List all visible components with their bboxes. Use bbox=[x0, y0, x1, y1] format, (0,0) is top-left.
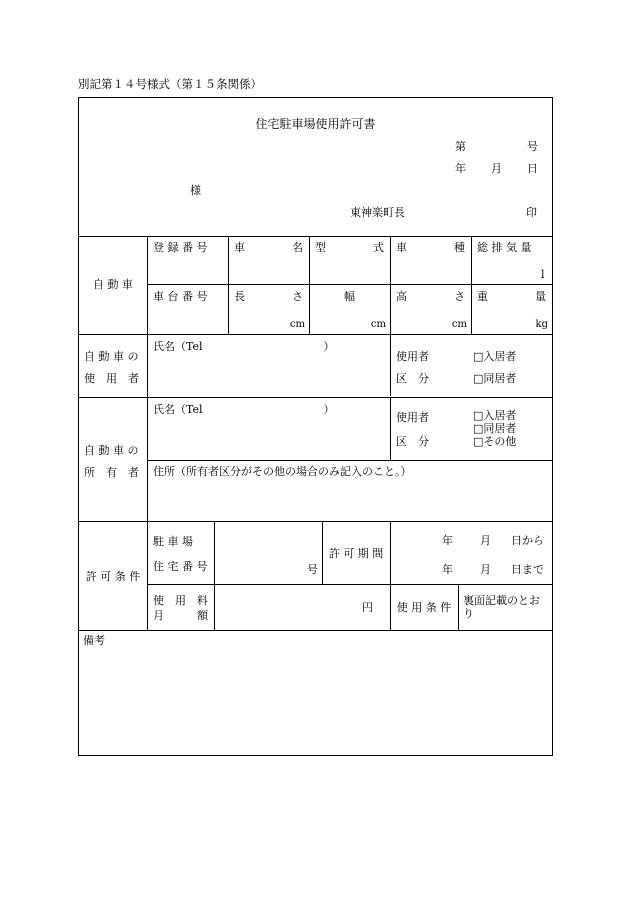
period-from-day: 日から bbox=[511, 534, 544, 547]
period-from-month: 月 bbox=[480, 534, 491, 547]
divider bbox=[79, 236, 552, 237]
fee-label-line2: 月 額 bbox=[153, 609, 208, 622]
car-name-label-right: 名 bbox=[292, 241, 303, 254]
permit-conditions-label: 許 可 条 件 bbox=[85, 570, 141, 583]
registration-number-label: 登 録 番 号 bbox=[153, 241, 208, 254]
user-cohabitant-checkbox: □同居者 bbox=[473, 372, 517, 385]
fee-yen-unit: 円 bbox=[362, 601, 373, 614]
fee-label-line1: 使 用 料 bbox=[153, 594, 208, 607]
date-year: 年 bbox=[455, 162, 466, 175]
divider bbox=[147, 584, 552, 585]
housing-number-label: 住 宅 番 号 bbox=[153, 560, 208, 573]
user-name-tel-field: 氏名（Tel ） bbox=[153, 340, 335, 353]
weight-unit: kg bbox=[535, 319, 548, 330]
remarks-label: 備考 bbox=[83, 634, 105, 647]
user-class-label-line1: 使用者 bbox=[396, 350, 429, 363]
document-title: 住宅駐車場使用許可書 bbox=[255, 117, 376, 131]
user-class-label-line2: 区 分 bbox=[396, 372, 429, 385]
permit-form bbox=[78, 97, 553, 756]
form-reference: 別記第１４号様式（第１５条関係） bbox=[78, 77, 262, 91]
weight-label-right: 量 bbox=[535, 290, 546, 303]
divider bbox=[147, 284, 552, 285]
car-name-label-left: 車 bbox=[234, 241, 245, 254]
date-day: 日 bbox=[527, 162, 538, 175]
vehicle-user-label-line2: 使 用 者 bbox=[84, 372, 139, 385]
width-unit: cm bbox=[370, 319, 386, 330]
divider bbox=[390, 334, 391, 396]
issuer-name: 東神楽町長 bbox=[350, 206, 405, 219]
divider bbox=[458, 584, 459, 630]
divider bbox=[147, 460, 552, 461]
housing-number-suffix: 号 bbox=[307, 563, 318, 576]
length-unit: cm bbox=[289, 319, 305, 330]
model-label-right: 式 bbox=[373, 241, 384, 254]
vehicle-type-label-left: 車 bbox=[396, 241, 407, 254]
height-unit: cm bbox=[451, 319, 467, 330]
divider bbox=[79, 397, 552, 398]
period-to-year: 年 bbox=[442, 563, 453, 576]
number-suffix: 号 bbox=[527, 140, 538, 153]
vehicle-section-label: 自 動 車 bbox=[93, 278, 133, 291]
divider bbox=[79, 521, 552, 522]
displacement-unit: l bbox=[541, 268, 545, 281]
divider bbox=[79, 630, 552, 631]
divider bbox=[214, 521, 215, 630]
height-label-right: さ bbox=[454, 290, 465, 303]
width-label: 幅 bbox=[344, 290, 355, 303]
owner-class-label-line1: 使用者 bbox=[396, 411, 429, 424]
period-from-year: 年 bbox=[442, 534, 453, 547]
vehicle-user-label-line1: 自 動 車 の bbox=[84, 350, 139, 363]
vehicle-owner-label-line1: 自 動 車 の bbox=[84, 444, 139, 457]
length-label-left: 長 bbox=[234, 290, 245, 303]
usage-conditions-value: 裏面記載のとお り bbox=[463, 594, 540, 620]
usage-conditions-label: 使 用 条 件 bbox=[396, 601, 452, 614]
vehicle-type-label-right: 種 bbox=[454, 241, 465, 254]
height-label-left: 高 bbox=[396, 290, 407, 303]
divider bbox=[390, 397, 391, 460]
owner-other-checkbox: □その他 bbox=[473, 435, 517, 448]
divider bbox=[79, 334, 552, 335]
period-to-day: 日まで bbox=[511, 563, 544, 576]
date-month: 月 bbox=[491, 162, 502, 175]
period-to-month: 月 bbox=[480, 563, 491, 576]
owner-resident-checkbox: □入居者 bbox=[473, 409, 517, 422]
user-resident-checkbox: □入居者 bbox=[473, 350, 517, 363]
owner-class-label-line2: 区 分 bbox=[396, 435, 429, 448]
number-prefix: 第 bbox=[455, 140, 466, 153]
owner-name-tel-field: 氏名（Tel ） bbox=[153, 403, 335, 416]
vehicle-owner-label-line2: 所 有 者 bbox=[84, 466, 139, 479]
seal-mark: 印 bbox=[526, 206, 537, 219]
parking-label: 駐 車 場 bbox=[153, 535, 193, 548]
owner-address-field: 住所（所有者区分がその他の場合のみ記入のこと。） bbox=[153, 465, 412, 478]
divider bbox=[147, 236, 148, 630]
permit-period-label: 許 可 期 間 bbox=[328, 547, 384, 560]
recipient-honorific: 様 bbox=[190, 184, 201, 197]
chassis-number-label: 車 台 番 号 bbox=[153, 290, 208, 303]
model-label-left: 型 bbox=[315, 241, 326, 254]
displacement-label: 総 排 気 量 bbox=[477, 241, 532, 254]
weight-label-left: 重 bbox=[477, 290, 488, 303]
owner-cohabitant-checkbox: □同居者 bbox=[473, 422, 517, 435]
length-label-right: さ bbox=[292, 290, 303, 303]
